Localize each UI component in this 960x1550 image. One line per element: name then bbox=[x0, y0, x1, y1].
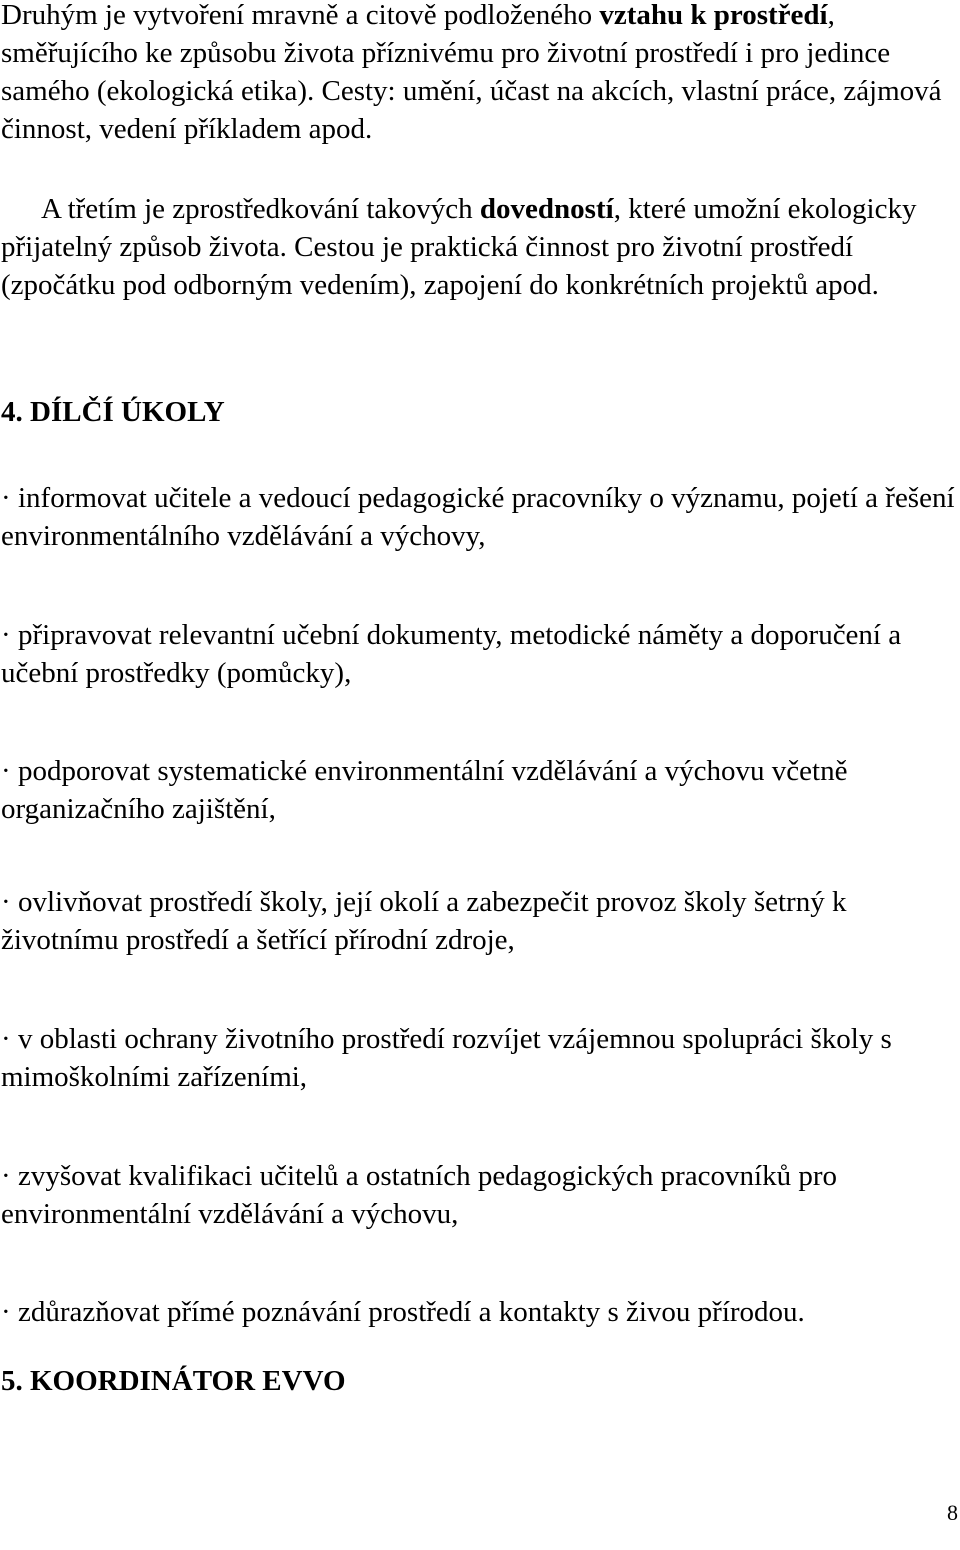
paragraph-text: , které umožní ekologicky přijatelný způsob života. Cestou je praktická činnost pro životní prostředí (zpočátku pod odborným vedením), zapojení do konkrétních projektů apod. bbox=[1, 193, 917, 301]
list-item-text: připravovat relevantní učební dokumenty, metodické náměty a doporučení a učební prostředky (pomůcky), bbox=[1, 619, 902, 689]
bold-term: dovedností bbox=[479, 193, 614, 225]
paragraph-text: Druhým je vytvoření mravně a citově podloženého bbox=[1, 0, 600, 31]
list-item-text: ovlivňovat prostředí školy, její okolí a zabezpečit provoz školy šetrný k životnímu prostředí a šetřící přírodní zdroje, bbox=[1, 886, 847, 956]
bullet-dot: · bbox=[1, 1023, 11, 1055]
section-heading-tasks: 4. DÍLČÍ ÚKOLY bbox=[1, 396, 225, 428]
list-item bbox=[1, 1157, 956, 1233]
list-item-text: zvyšovat kvalifikaci učitelů a ostatních pedagogických pracovníků pro environmentální vzdělávání a výchovu, bbox=[1, 1160, 837, 1230]
section-heading-coordinator: 5. KOORDINÁTOR EVVO bbox=[1, 1365, 346, 1397]
list-item bbox=[1, 1020, 956, 1096]
bullet-dot: · bbox=[1, 1160, 11, 1192]
paragraph-text: , směřujícího ke způsobu života příznivému pro životní prostředí i pro jedince samého (ekologická etika). Cesty: umění, účast na akcích, vlastní práce, zájmová činnost, vedení příkladem apod. bbox=[1, 0, 942, 145]
list-item bbox=[1, 616, 956, 692]
list-item bbox=[1, 1293, 956, 1331]
list-item-text: zdůrazňovat přímé poznávání prostředí a kontakty s živou přírodou. bbox=[18, 1296, 805, 1328]
paragraph-text: A třetím je zprostředkování takových bbox=[41, 193, 480, 225]
bold-term: vztahu k prostředí bbox=[599, 0, 828, 31]
paragraph-relationship bbox=[1, 0, 956, 148]
list-item bbox=[1, 883, 956, 959]
bullet-dot: · bbox=[1, 619, 11, 651]
bullet-dot: · bbox=[1, 886, 11, 918]
list-item-text: informovat učitele a vedoucí pedagogické pracovníky o významu, pojetí a řešení environmentálního vzdělávání a výchovy, bbox=[1, 482, 955, 552]
list-item bbox=[1, 479, 956, 555]
list-item-text: v oblasti ochrany životního prostředí rozvíjet vzájemnou spolupráci školy s mimoškolními zařízeními, bbox=[1, 1023, 892, 1093]
page-number: 8 bbox=[947, 1500, 958, 1525]
bullet-dot: · bbox=[1, 1296, 11, 1328]
list-item bbox=[1, 752, 956, 828]
bullet-dot: · bbox=[1, 482, 11, 514]
paragraph-skills bbox=[1, 190, 956, 304]
bullet-dot: · bbox=[1, 755, 11, 787]
list-item-text: podporovat systematické environmentální vzdělávání a výchovu včetně organizačního zajištění, bbox=[1, 755, 848, 825]
